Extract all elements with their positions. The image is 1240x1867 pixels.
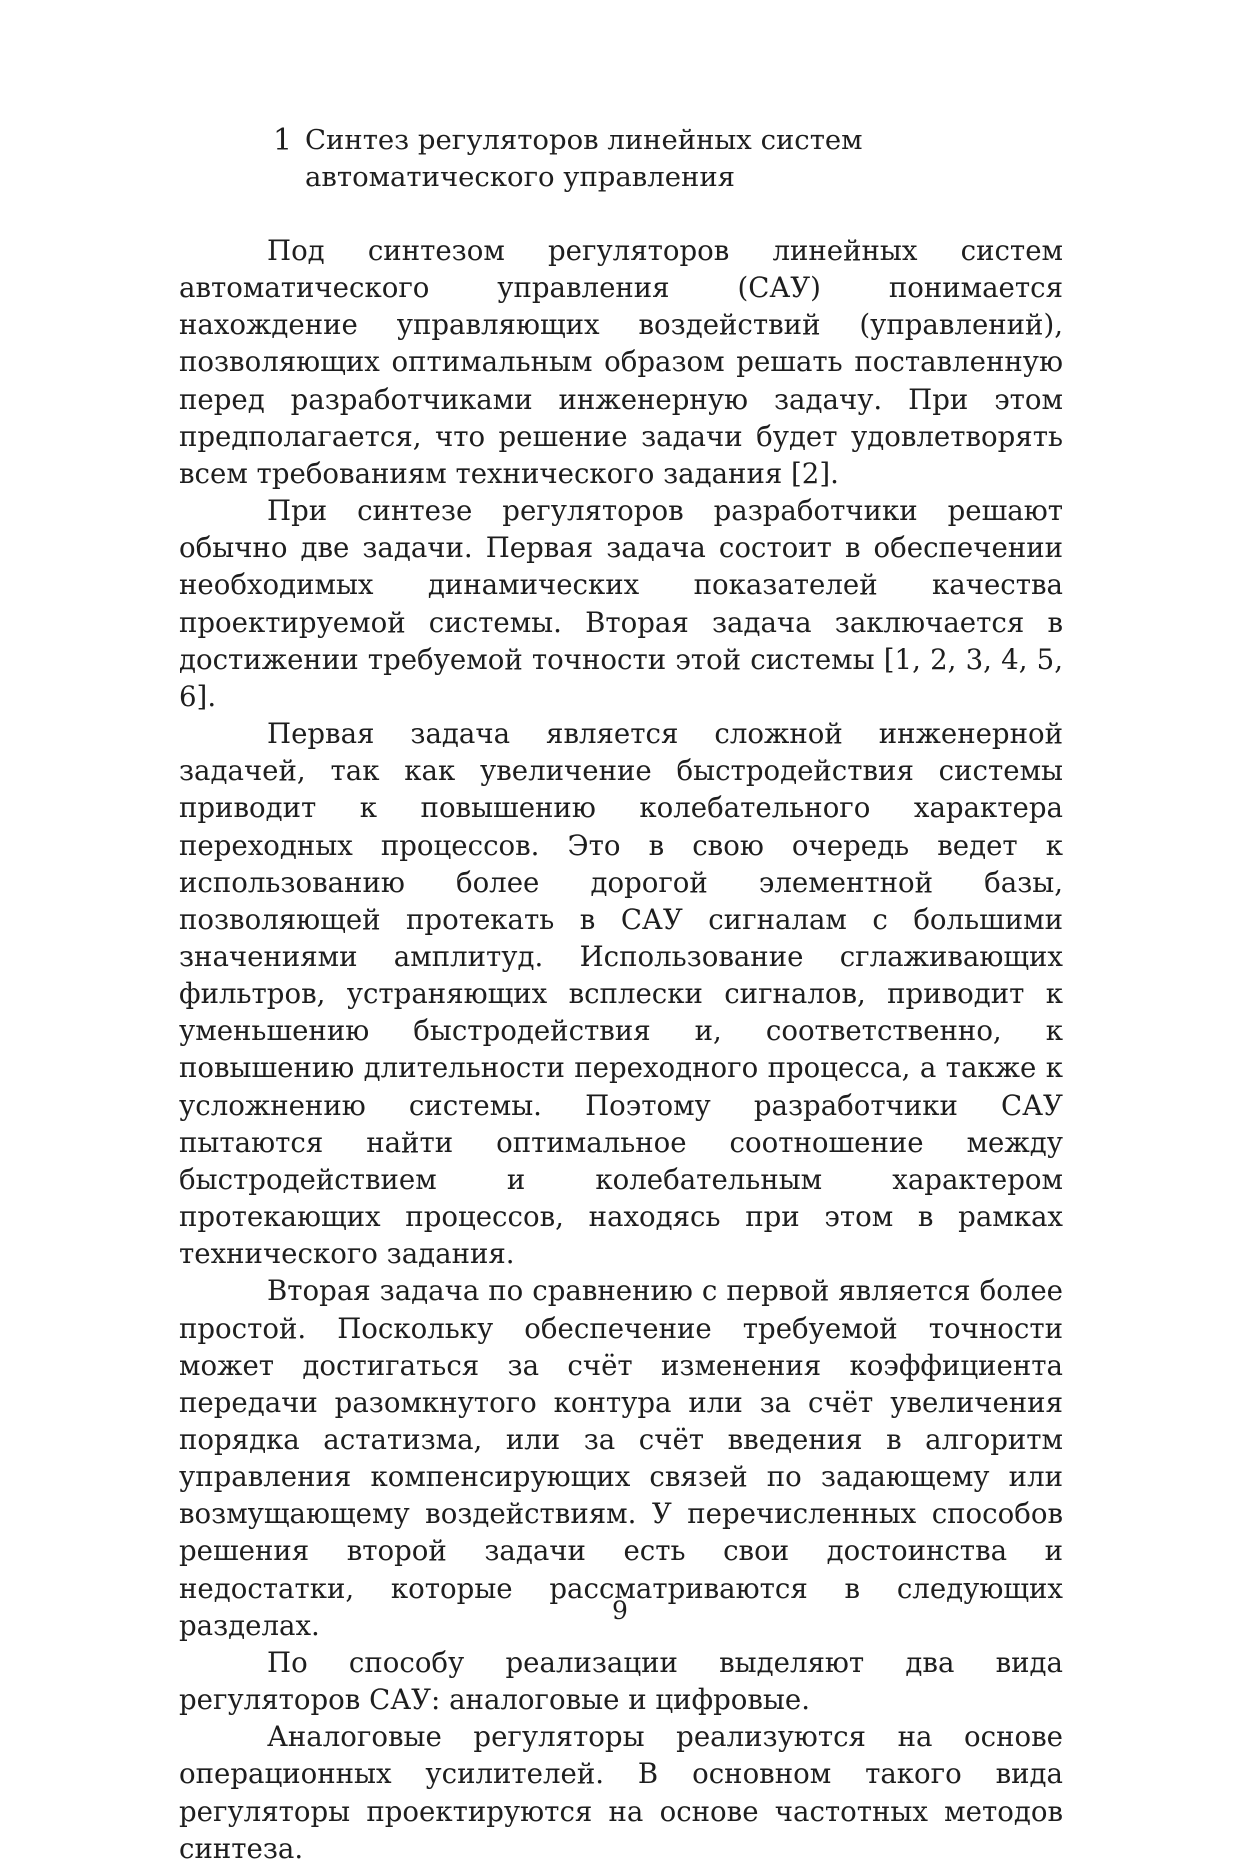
section-heading: [273, 122, 1073, 196]
paragraph: Первая задача является сложной инженерной задачей, так как увеличение быстродействия системы приводит к повышению колебательного характера переходных процессов. Это в свою очередь ведет к использованию более дорогой элементной базы, позволяющей протекать в САУ сигналам с большими значениями амплитуд. Использование сглаживающих фильтров, устраняющих всплески сигналов, приводит к уменьшению быстродействия и, соответственно, к повышению длительности переходного процесса, а также к усложнению системы. Поэтому разработчики САУ пытаются найти оптимальное соотношение между быстродействием и колебательным характером протекающих процессов, находясь при этом в рамках технического задания.: [179, 717, 1063, 1271]
paragraph: Аналоговые регуляторы реализуются на основе операционных усилителей. В основном такого вида регуляторы проектируются на основе частотных методов синтеза.: [179, 1720, 1063, 1865]
page-number: 9: [612, 1596, 628, 1625]
paragraph: Вторая задача по сравнению с первой является более простой. Поскольку обеспечение требуемой точности может достигаться за счёт изменения коэффициента передачи разомкнутого контура или за счёт увеличения порядка астатизма, или за счёт введения в алгоритм управления компенсирующих связей по задающему или возмущающему воздействиям. У перечисленных способов решения второй задачи есть свои достоинства и недостатки, которые рассматриваются в следующих разделах.: [179, 1274, 1063, 1642]
paragraph: По способу реализации выделяют два вида регуляторов САУ: аналоговые и цифровые.: [179, 1645, 1063, 1717]
paragraph: Под синтезом регуляторов линейных систем автоматического управления (САУ) понимается нахождение управляющих воздействий (управлений), позволяющих оптимальным образом решать поставленную перед разработчиками инженерную задачу. При этом предполагается, что решение задачи будет удовлетворять всем требованиям технического задания [2].: [179, 234, 1063, 490]
paragraph: При синтезе регуляторов разработчики решают обычно две задачи. Первая задача состоит в обеспечении необходимых динамических показателей качества проектируемой системы. Вторая задача заключается в достижении требуемой точности этой системы [1, 2, 3, 4, 5, 6].: [179, 494, 1063, 713]
section-title: Синтез регуляторов линейных систем автоматического управления: [305, 124, 863, 193]
section-number: 1: [273, 123, 293, 158]
